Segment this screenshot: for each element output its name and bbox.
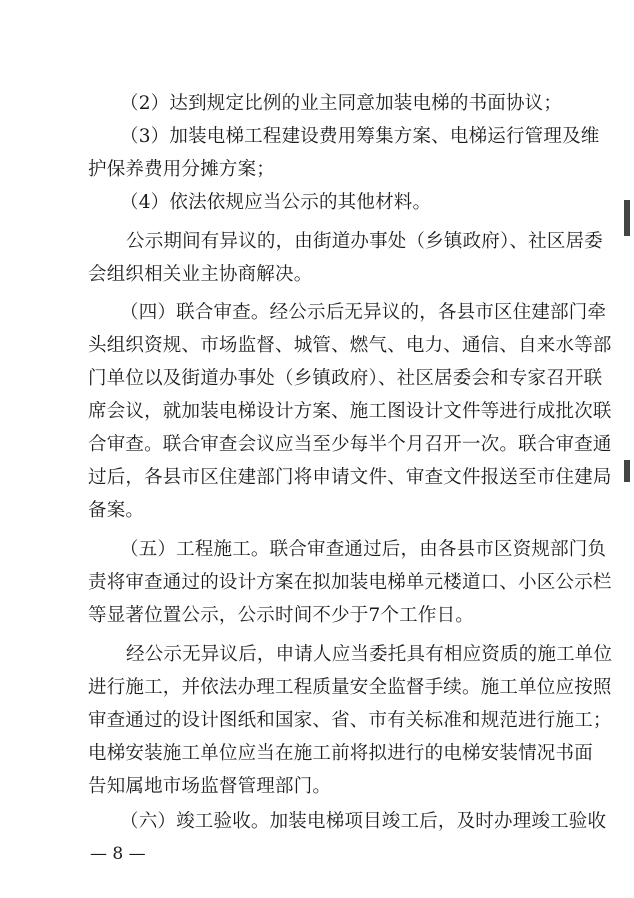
text-line: 责将审查通过的设计方案在拟加装电梯单元楼道口、小区公示栏	[88, 572, 612, 593]
text-line: （3）加装电梯工程建设费用筹集方案、电梯运行管理及维	[120, 126, 600, 147]
text-line: 护保养费用分摊方案；	[88, 159, 276, 180]
text-line: （2）达到规定比例的业主同意加装电梯的书面协议；	[120, 93, 563, 114]
text-line: 席会议，就加装电梯设计方案、施工图设计文件等进行成批次联	[88, 401, 612, 422]
text-line: 电梯安装施工单位应当在施工前将拟进行的电梯安装情况书面	[88, 743, 593, 764]
text-line: 审查通过的设计图纸和国家、省、市有关标准和规范进行施工；	[88, 710, 612, 731]
text-line: 公示期间有异议的，由街道办事处（乡镇政府）、社区居委	[126, 231, 603, 252]
text-line: 过后，各县市区住建部门将申请文件、审查文件报送至市住建局	[88, 467, 612, 488]
text-line: 告知属地市场监督管理部门。	[88, 776, 332, 797]
scan-edge-mark	[624, 200, 630, 236]
text-line: 进行施工，并依法办理工程质量安全监督手续。施工单位应按照	[88, 677, 612, 698]
page-number: — 8 —	[90, 844, 146, 864]
section-heading-line: （五）工程施工。联合审查通过后，由各县市区资规部门负	[120, 539, 607, 560]
text-line: 合审查。联合审查会议应当至少每半个月召开一次。联合审查通	[88, 434, 612, 455]
text-line: 会组织相关业主协商解决。	[88, 264, 313, 285]
text-line: 等显著位置公示，公示时间不少于7个工作日。	[88, 605, 474, 626]
text-line: 门单位以及街道办事处（乡镇政府）、社区居委会和专家召开联	[88, 368, 603, 389]
section-heading-line: （四）联合审查。经公示后无异议的，各县市区住建部门牵	[120, 302, 607, 323]
section-heading-line: （六）竣工验收。加装电梯项目竣工后，及时办理竣工验收	[120, 811, 607, 832]
text-line: （4）依法依规应当公示的其他材料。	[120, 192, 432, 213]
text-line: 经公示无异议后，申请人应当委托具有相应资质的施工单位	[126, 644, 613, 665]
scan-edge-mark	[624, 460, 630, 482]
text-line: 头组织资规、市场监督、城管、燃气、电力、通信、自来水等部	[88, 335, 612, 356]
text-line: 备案。	[88, 500, 145, 521]
